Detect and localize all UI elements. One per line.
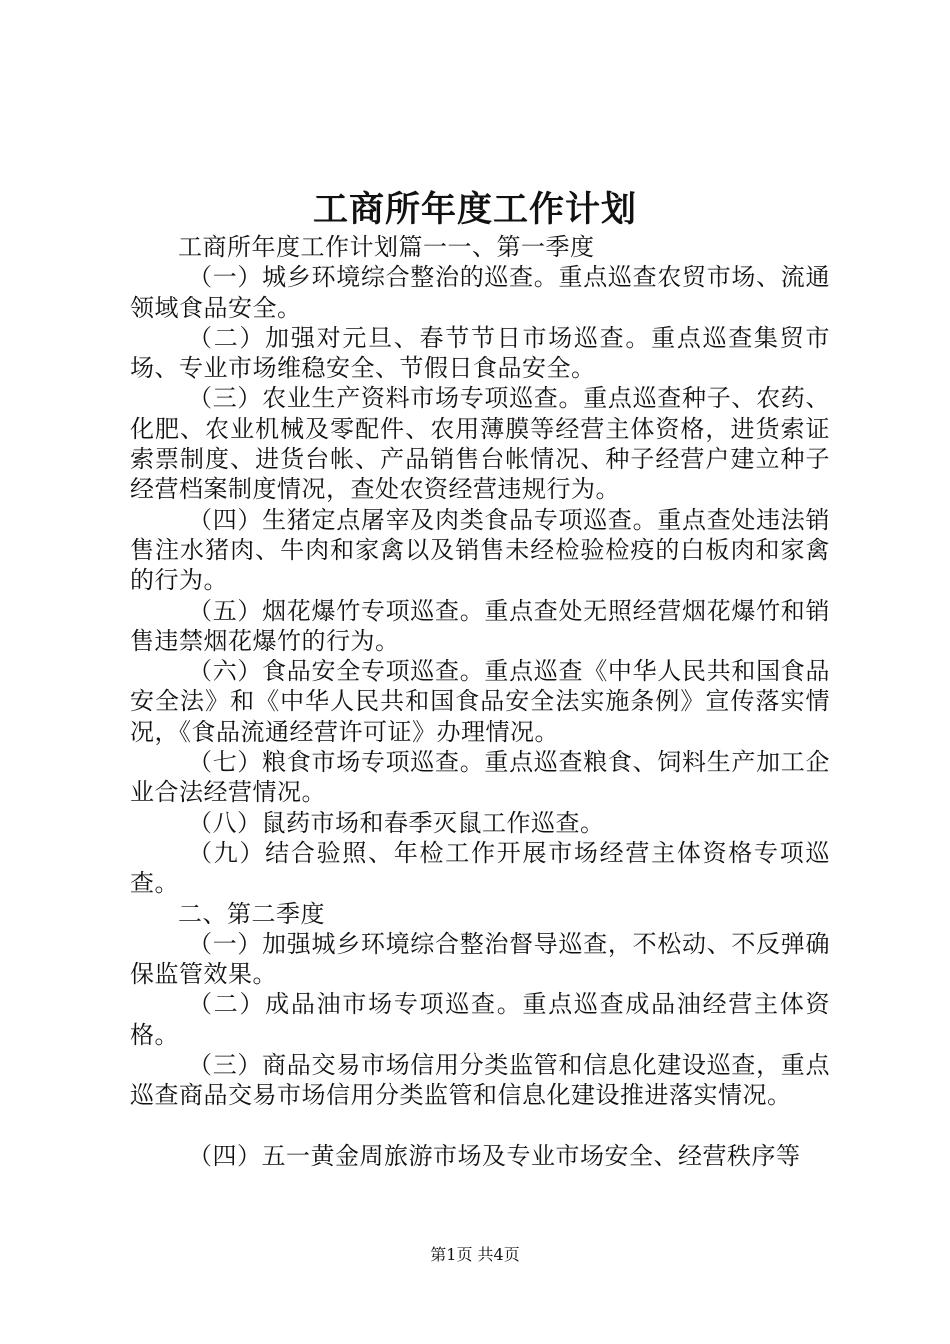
- paragraph-q2-item-3: （三）商品交易市场信用分类监管和信息化建设巡查，重点巡查商品交易市场信用分类监管和信息化建设推进落实情况。: [130, 1051, 830, 1110]
- paragraph-intro: 工商所年度工作计划篇一一、第一季度: [178, 233, 595, 261]
- paragraph-q2-item-4: （四）五一黄金周旅游市场及专业市场安全、经营秩序等: [188, 1141, 801, 1170]
- paragraph-q2-item-1: （一）加强城乡环境综合整治督导巡查，不松动、不反弹确保监管效果。: [130, 929, 830, 989]
- page-number-footer: 第1页 共4页: [430, 1245, 520, 1264]
- paragraph-q1-item-3: （三）农业生产资料市场专项巡查。重点巡查种子、农药、化肥、农业机械及零配件、农用薄膜等经营主体资格，进货索证索票制度、进货台帐、产品销售台帐情况、种子经营户建立种子经营档案制度情况，查处农资经营违规行为。: [130, 384, 830, 504]
- paragraph-q1-item-5: （五）烟花爆竹专项巡查。重点查处无照经营烟花爆竹和销售违禁烟花爆竹的行为。: [130, 596, 830, 655]
- paragraph-q1-item-9: （九）结合验照、年检工作开展市场经营主体资格专项巡查。: [130, 838, 830, 898]
- paragraph-q1-item-7: （七）粮食市场专项巡查。重点巡查粮食、饲料生产加工企业合法经营情况。: [130, 748, 830, 807]
- section-heading-q2: 二、第二季度: [178, 899, 325, 928]
- paragraph-q1-item-4: （四）生猪定点屠宰及肉类食品专项巡查。重点查处违法销售注水猪肉、牛肉和家禽以及销售未经检验检疫的白板肉和家禽的行为。: [130, 505, 830, 595]
- paragraph-q2-item-2: （二）成品油市场专项巡查。重点巡查成品油经营主体资格。: [130, 990, 830, 1049]
- paragraph-q1-item-8: （八）鼠药市场和春季灭鼠工作巡查。: [188, 808, 605, 837]
- paragraph-q1-item-1: （一）城乡环境综合整治的巡查。重点巡查农贸市场、流通领域食品安全。: [130, 263, 830, 322]
- paragraph-q1-item-2: （二）加强对元旦、春节节日市场巡查。重点巡查集贸市场、专业市场维稳安全、节假日食品安全。: [130, 323, 830, 383]
- document-title: 工商所年度工作计划: [312, 189, 637, 230]
- paragraph-q1-item-6: （六）食品安全专项巡查。重点巡查《中华人民共和国食品安全法》和《中华人民共和国食品安全法实施条例》宣传落实情况，《食品流通经营许可证》办理情况。: [130, 657, 830, 746]
- document-body: [130, 232, 830, 1171]
